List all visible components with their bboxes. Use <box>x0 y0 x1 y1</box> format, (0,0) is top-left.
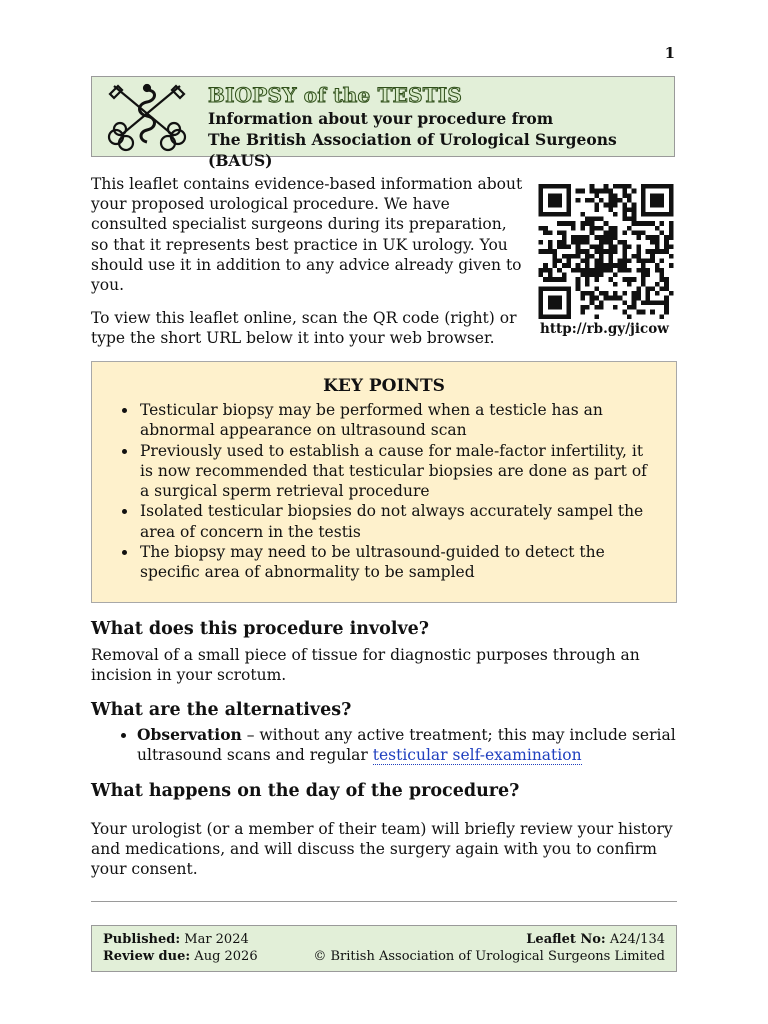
alternatives-list <box>91 725 677 765</box>
leaflet-value: A24/134 <box>605 932 665 947</box>
baus-crossed-keys-logo <box>106 80 188 152</box>
key-points-list <box>92 400 676 583</box>
heading-day-of-procedure: What happens on the day of the procedure? <box>91 781 520 801</box>
footer-divider <box>91 901 677 902</box>
key-point-item: • Testicular biopsy may be performed when a testicle has an abnormal appearance on ultrasound scan <box>138 400 658 441</box>
self-examination-link[interactable]: testicular self-examination <box>372 746 582 765</box>
published-value: Mar 2024 <box>180 932 249 947</box>
key-points-box <box>91 361 677 603</box>
review-line <box>103 949 258 966</box>
intro-text <box>91 174 525 362</box>
document-subtitle <box>208 108 674 171</box>
review-label: Review due: <box>103 948 191 964</box>
key-point-item: • Previously used to establish a cause for male-factor infertility, it is now recommended that testicular biopsies are done as part of a surgical sperm retrieval procedure <box>138 441 658 502</box>
key-points-heading: KEY POINTS <box>323 376 445 396</box>
involve-text: Removal of a small piece of tissue for diagnostic purposes through an incision in your scrotum. <box>91 646 640 685</box>
heading-alternatives: What are the alternatives? <box>91 700 352 720</box>
copyright-text: © British Association of Urological Surgeons Limited <box>313 948 665 964</box>
alternative-item <box>137 725 677 765</box>
heading-involve: What does this procedure involve? <box>91 619 430 639</box>
leaflet-label: Leaflet No: <box>526 932 606 947</box>
qr-code-modules <box>539 184 674 319</box>
document-title: BIOPSY of the TESTIS <box>208 83 463 107</box>
subtitle-line-1: Information about your procedure from <box>208 109 554 128</box>
page-number: 1 <box>664 44 675 62</box>
key-point-item: • Isolated testicular biopsies do not always accurately sampel the area of concern in the testis <box>138 501 658 542</box>
footer-dates <box>103 932 258 965</box>
intro-paragraph-2: To view this leaflet online, scan the QR code (right) or type the short URL below it into your web browser. <box>91 309 517 348</box>
review-value: Aug 2026 <box>190 948 258 964</box>
day-of-procedure-text: Your urologist (or a member of their team) will briefly review your history and medications, and will discuss the surgery again with you to confirm your consent. <box>91 820 673 879</box>
published-line <box>103 932 258 949</box>
alternative-item-text: – without any active treatment; this may include serial ultrasound scans and regular <box>137 726 676 765</box>
footer-box <box>91 925 677 972</box>
header-banner <box>91 76 675 170</box>
subtitle-line-2: The British Association of Urological Surgeons (BAUS) <box>208 130 617 170</box>
intro-paragraph-1: This leaflet contains evidence-based information about your proposed urological procedure. We have consulted specialist surgeons during its preparation, so that it represents best practice in UK urology. You should use it in addition to any advice already given to you. <box>91 175 523 295</box>
footer-leaflet-info <box>313 932 665 965</box>
qr-short-url[interactable]: http://rb.gy/jicow <box>540 321 669 337</box>
key-point-item: • The biopsy may need to be ultrasound-guided to detect the specific area of abnormality to be sampled <box>138 542 658 583</box>
published-label: Published: <box>103 932 181 947</box>
qr-code-icon[interactable] <box>537 184 675 319</box>
alternative-item-title: Observation <box>137 725 242 744</box>
leaflet-line <box>313 932 665 949</box>
